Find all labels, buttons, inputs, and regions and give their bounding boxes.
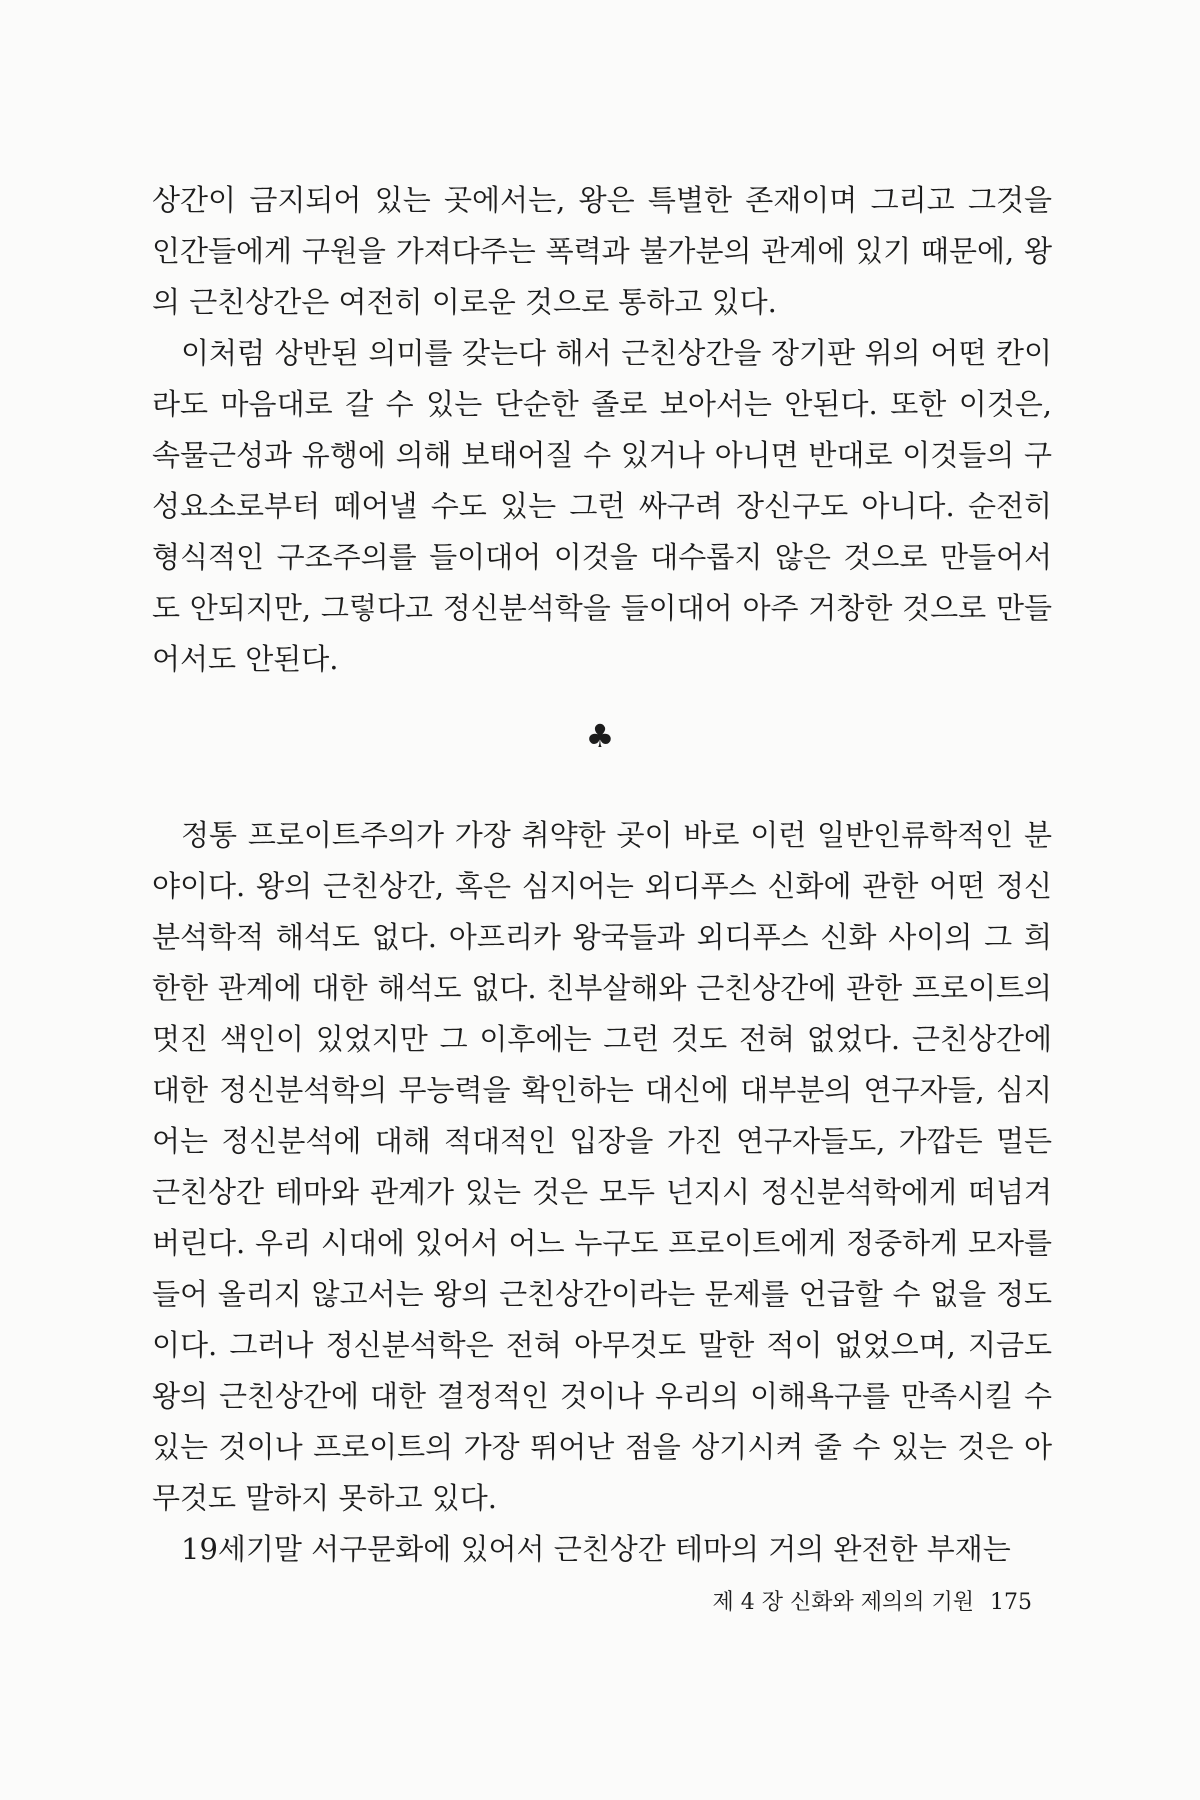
running-footer <box>713 1588 1032 1618</box>
body-paragraph: 정통 프로이트주의가 가장 취약한 곳이 바로 이런 일반인류학적인 분야이다. 왕의 근친상간, 혹은 심지어는 외디푸스 신화에 관한 어떤 정신분석학적 해석도 없다. 아프리카 왕국들과 외디푸스 신화 사이의 그 희한한 관계에 대한 해석도 없다. 친부살해와 근친상간에 관한 프로이트의 멋진 색인이 있었지만 그 이후에는 그런 것도 전혀 없었다. 근친상간에 대한 정신분석학의 무능력을 확인하는 대신에 대부분의 연구자들, 심지어는 정신분석에 대해 적대적인 입장을 가진 연구자들도, 가깝든 멀든 근친상간 테마와 관계가 있는 것은 모두 넌지시 정신분석학에게 떠넘겨버린다. 우리 시대에 있어서 어느 누구도 프로이트에게 정중하게 모자를 들어 올리지 않고서는 왕의 근친상간이라는 문제를 언급할 수 없을 정도이다. 그러나 정신분석학은 전혀 아무것도 말한 적이 없었으며, 지금도 왕의 근친상간에 대한 결정적인 것이나 우리의 이해욕구를 만족시킬 수 있는 것이나 프로이트의 가장 뛰어난 점을 상기시켜 줄 수 있는 것은 아무것도 말하지 못하고 있다. <box>152 818 1052 1515</box>
body-paragraph: 19세기말 서구문화에 있어서 근친상간 테마의 거의 완전한 부재는 <box>181 1532 1011 1566</box>
text-block-upper <box>152 175 1052 685</box>
chapter-title: 제 4 장 신화와 제의의 기원 <box>712 1590 974 1615</box>
body-paragraph-continued: 상간이 금지되어 있는 곳에서는, 왕은 특별한 존재이며 그리고 그것을 인간들에게 구원을 가져다주는 폭력과 불가분의 관계에 있기 때문에, 왕의 근친상간은 여전히 이로운 것으로 통하고 있다. <box>152 183 1052 319</box>
club-icon: ♣ <box>585 717 615 755</box>
text-block-lower <box>152 810 1052 1575</box>
page-number: 175 <box>990 1590 1032 1615</box>
body-paragraph: 이처럼 상반된 의미를 갖는다 해서 근친상간을 장기판 위의 어떤 칸이라도 마음대로 갈 수 있는 단순한 졸로 보아서는 안된다. 또한 이것은, 속물근성과 유행에 의해 보태어질 수 있거나 아니면 반대로 이것들의 구성요소로부터 떼어낼 수도 있는 그런 싸구려 장신구도 아니다. 순전히 형식적인 구조주의를 들이대어 이것을 대수롭지 않은 것으로 만들어서도 안되지만, 그렇다고 정신분석학을 들이대어 아주 거창한 것으로 만들어서도 안된다. <box>152 336 1052 676</box>
